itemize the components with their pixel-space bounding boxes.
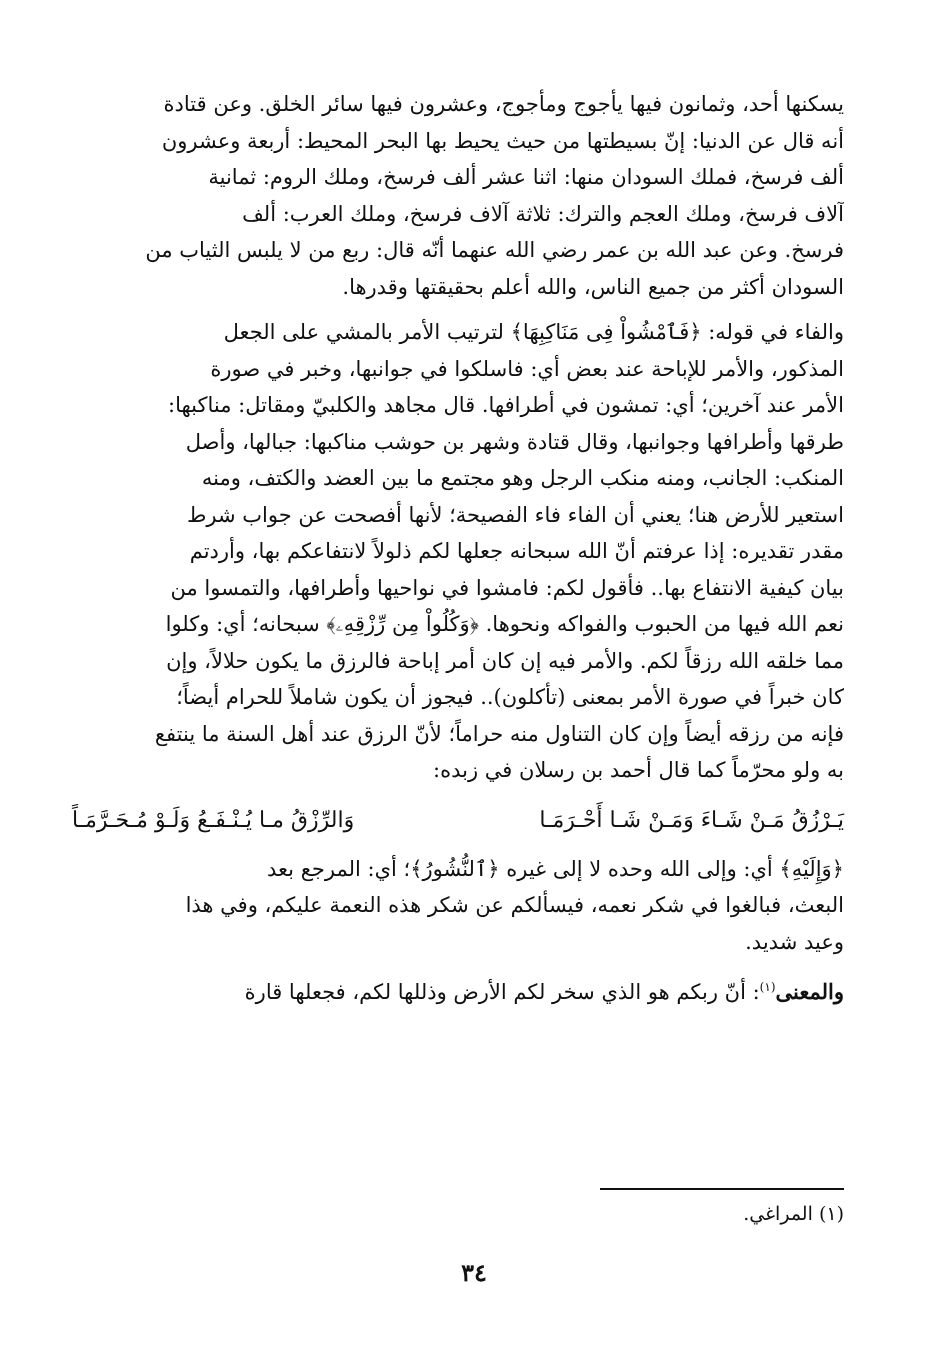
text-line: الأمر عند آخرين؛ أي: تمشون في أطرافها. قال مجاهد والكلبيّ ومقاتل: مناكبها: (168, 393, 844, 417)
text-line: مقدر تقديره: إذا عرفتم أنّ الله سبحانه جعلها لكم ذلولاً لانتفاعكم بها، وأردتم (189, 539, 844, 563)
text-line: السودان أكثر من جميع الناس، والله أعلم بحقيقتها وقدرها. (342, 274, 844, 299)
text-line: يسكنها أحد، وثمانون فيها يأجوج ومأجوج، وعشرون فيها سائر الخلق. وعن قتادة (163, 92, 844, 116)
text-line: آلاف فرسخ، وملك العجم والترك: ثلاثة آلاف فرسخ، وملك العرب: ألف (242, 201, 844, 226)
paragraph-gap (72, 960, 844, 969)
paragraph-2 (72, 314, 844, 789)
footnote-text: المراغي. (743, 1203, 813, 1225)
paragraph-4 (72, 969, 844, 1006)
verse-second-hemistich: يَـرْزُقُ مَـنْ شَـاءَ وَمَـنْ شَـا أَحْـرَمَـا (539, 807, 844, 833)
footnote-separator (600, 1188, 844, 1190)
text-line: أنه قال عن الدنيا: إنّ بسيطتها من حيث يحيط بها البحر المحيط: أربعة وعشرون (161, 128, 844, 153)
text-line: كان خبراً في صورة الأمر بمعنى (تأكلون).. فيجوز أن يكون شاملاً للحرام أيضاً؛ (176, 685, 844, 709)
paragraph-text: : أنّ ربكم هو الذي سخر لكم الأرض وذللها لكم، فجعلها قارة (244, 980, 760, 1004)
paragraph-1 (72, 86, 844, 305)
paragraph-3 (72, 851, 844, 961)
footnote (743, 1203, 844, 1225)
text-line: ﴿وَإِلَيْهِ﴾ أي: وإلى الله وحده لا إلى غيره ﴿ٱلنُّشُورُ﴾؛ أي: المرجع بعد (267, 856, 844, 881)
text-line: طرقها وأطرافها وجوانبها، وقال قتادة وشهر بن حوشب مناكبها: جبالها، وأصل (185, 429, 844, 454)
text-line: البعث، فبالغوا في شكر نعمه، فيسألكم عن شكر هذه النعمة عليكم، وفي هذا (185, 893, 844, 917)
text-line: استعير للأرض هنا؛ يعني أن الفاء فاء الفصيحة؛ لأنها أفصحت عن جواب شرط (187, 502, 844, 527)
text-line: نعم الله فيها من الحبوب والفواكه ونحوها. ﴿وَكُلُواْ مِن رِّزْقِهِۦ﴾ سبحانه؛ أي: وكلوا (165, 612, 844, 636)
verse-first-hemistich: وَالرِّزْقُ مـا يُـنْـفَـعُ وَلَـوْ مُـحَـرَّمَـاً (72, 807, 355, 833)
bold-lead-word: والمعنى (775, 979, 844, 1004)
text-line: مما خلقه الله رزقاً لكم. والأمر فيه إن كان أمر إباحة فالرزق ما يكون حلالاً، وإن (166, 648, 844, 673)
text-line: ألف فرسخ، فملك السودان منها: اثنا عشر ألف فرسخ، وملك الروم: ثمانية (208, 165, 844, 189)
text-line: بيان كيفية الانتفاع بها.. فأقول لكم: فامشوا في نواحيها وأطرافها، والتمسوا من (170, 575, 844, 600)
text-line: المنكب: الجانب، ومنه منكب الرجل وهو مجتمع ما بين العضد والكتف، ومنه (201, 466, 844, 490)
footnote-marker: (١) (818, 1203, 844, 1225)
footnote-reference[interactable]: (١) (759, 980, 776, 994)
text-line: وعيد شديد. (745, 929, 844, 954)
text-line: فرسخ. وعن عبد الله بن عمر رضي الله عنهما أنّه قال: ربع من لا يلبس الثياب من (145, 238, 844, 262)
poetry-verse (72, 801, 844, 841)
page-body (72, 86, 844, 1006)
paragraph-gap (72, 305, 844, 314)
text-line: فإنه من رزقه أيضاً وإن كان التناول منه حراماً؛ لأنّ الرزق عند أهل السنة ما ينتفع (154, 721, 844, 746)
text-line: به ولو محرّماً كما قال أحمد بن رسلان في زبده: (433, 758, 844, 782)
text-line: والفاء في قوله: ﴿فَٱمْشُواْ فِى مَنَاكِبِهَا﴾ لترتيب الأمر بالمشي على الجعل (223, 320, 844, 344)
text-line: المذكور، والأمر للإباحة عند بعض أي: فاسلكوا في جوانبها، وخبر في صورة (210, 356, 844, 381)
page-number: ٣٤ (461, 1258, 487, 1287)
